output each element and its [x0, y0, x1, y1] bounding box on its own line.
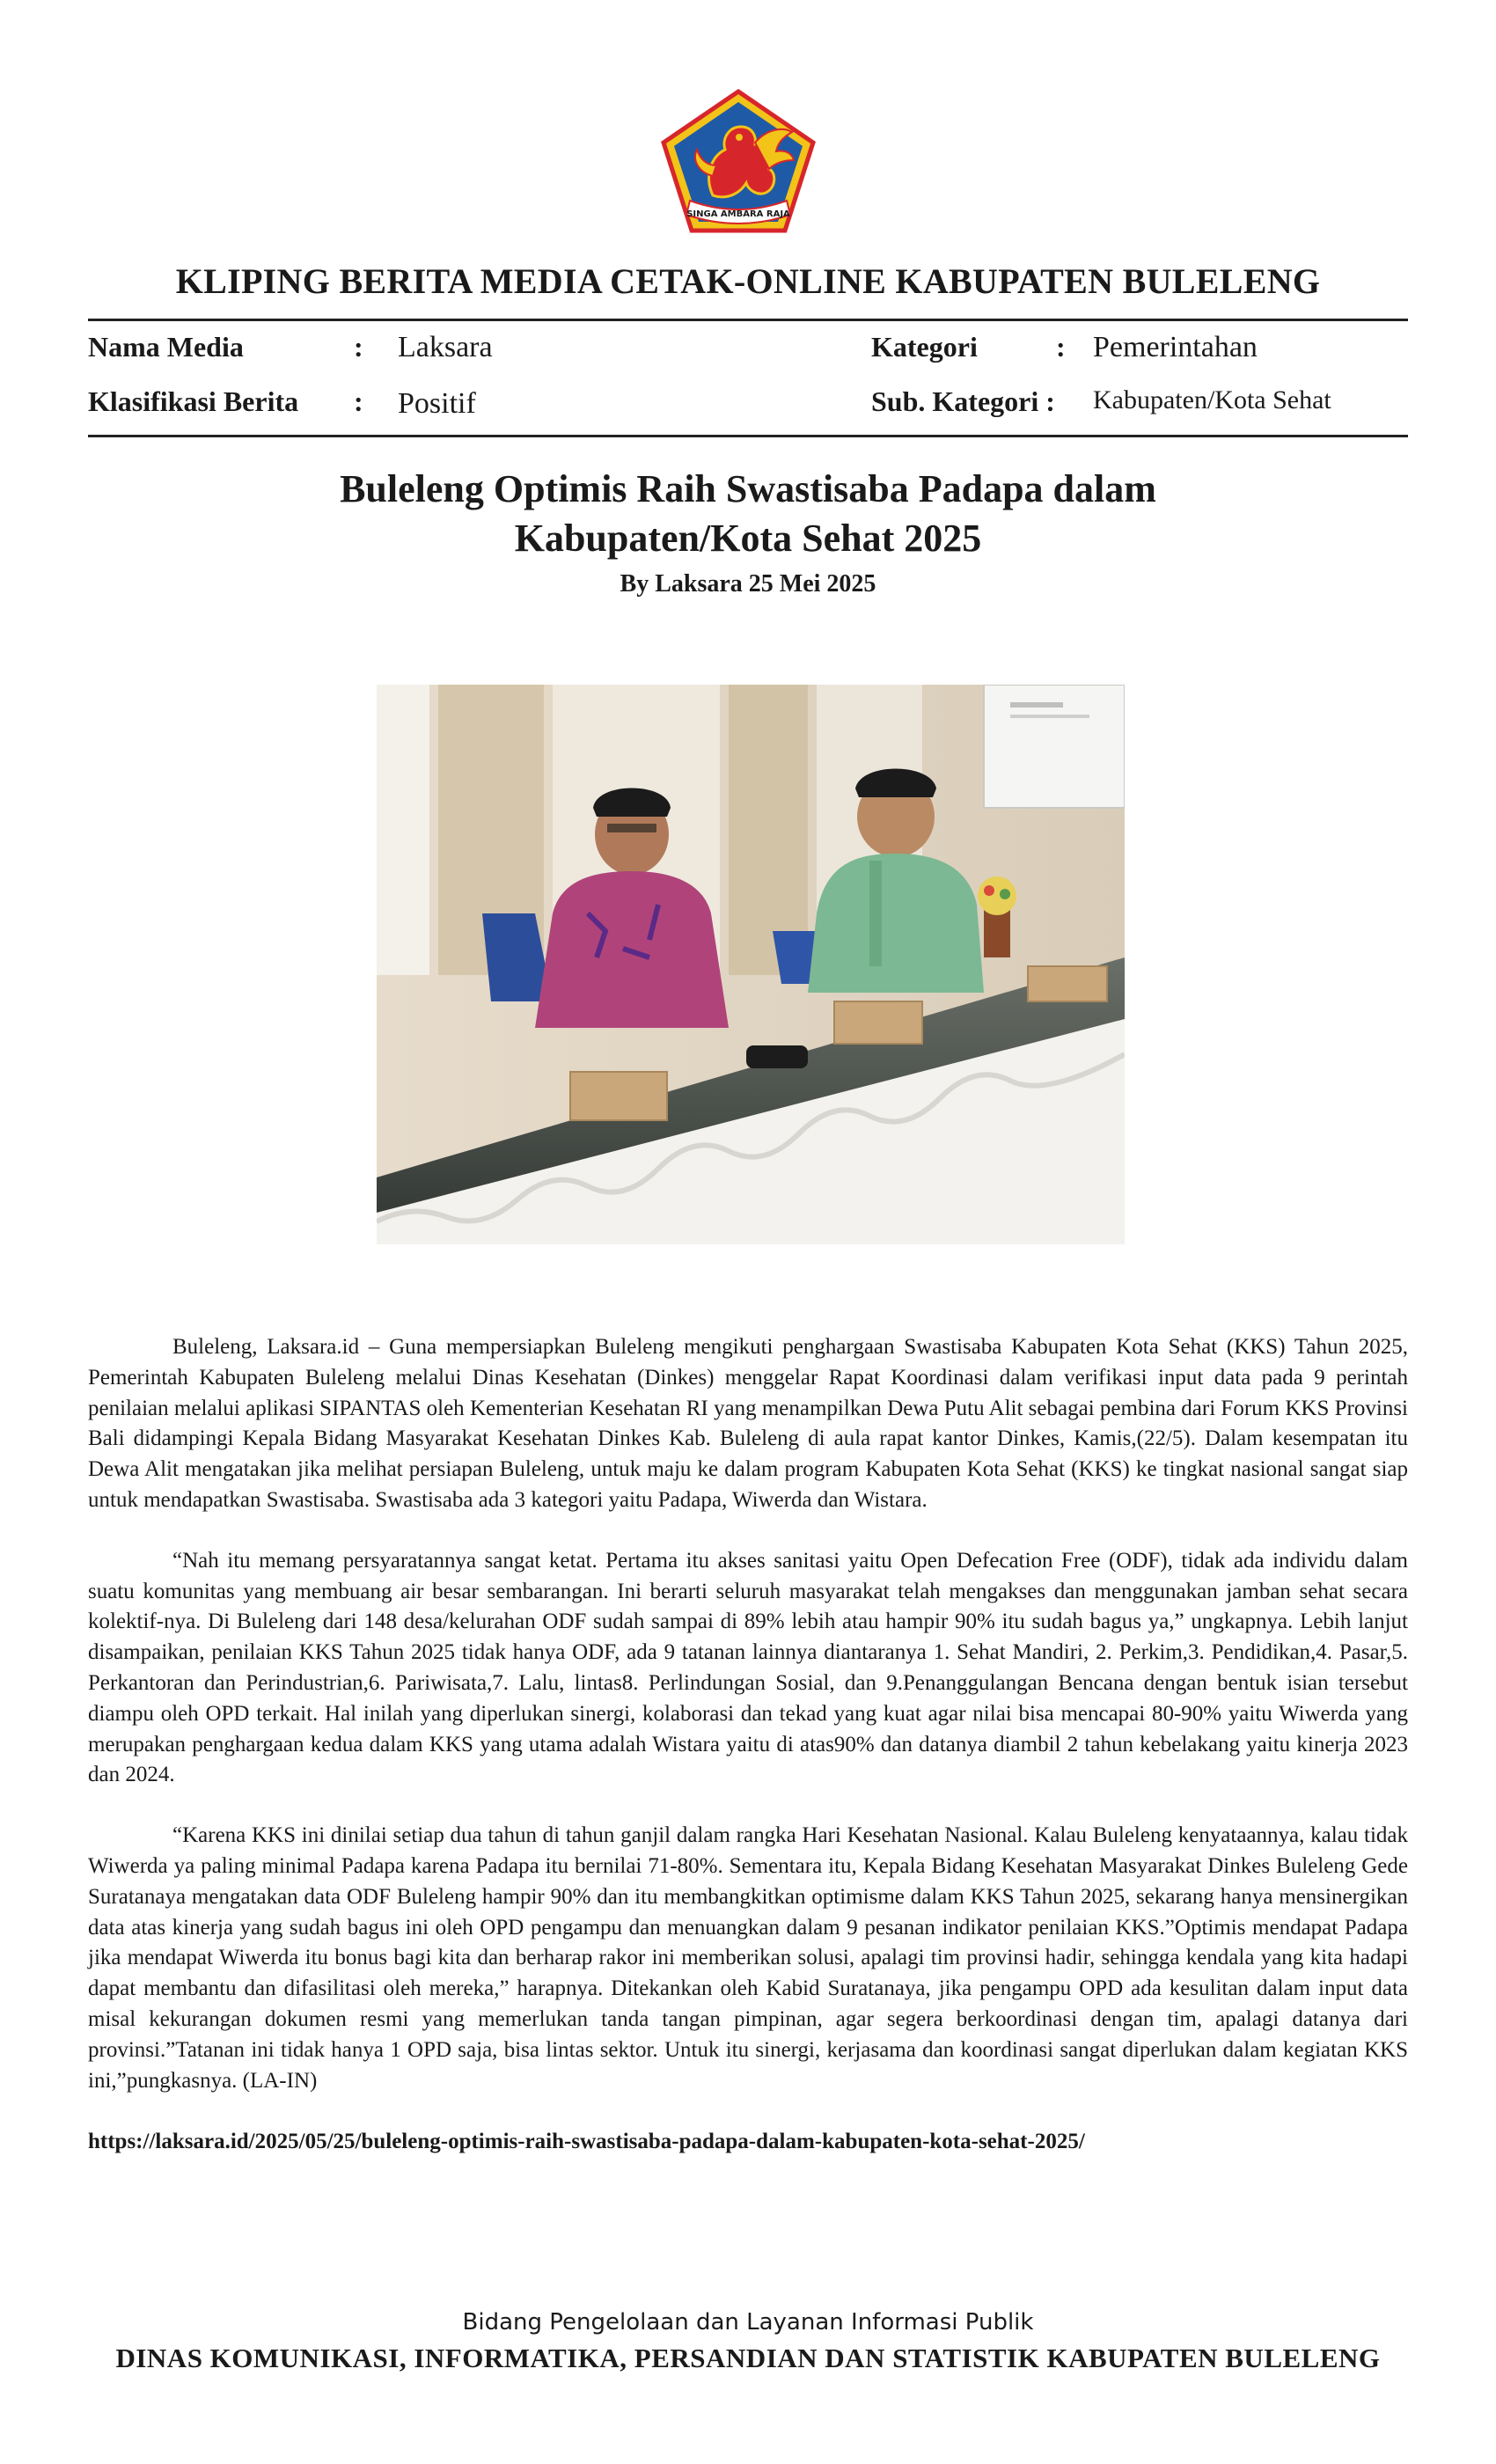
- footer-title: DINAS KOMUNIKASI, INFORMATIKA, PERSANDIAN DAN STATISTIK KABUPATEN BULELENG: [115, 2343, 1381, 2373]
- article-paragraph-1: Buleleng, Laksara.id – Guna mempersiapkan Buleleng mengikuti penghargaan Swastisaba Kabupaten Kota Sehat (KKS) Tahun 2025, Pemerintah Kabupaten Buleleng melalui Dinas Kesehatan (Dinkes) menggelar Rapat Koordinasi dalam verifikasi input data pada 9 perintah penilaian melalui aplikasi SIPANTAS oleh Kementerian Kesehatan RI yang menampilkan Dewa Putu Alit sebagai pembina dari Forum KKS Provinsi Bali didampingi Kepala Bidang Masyarakat Kesehatan Dinkes Kab. Buleleng di aula rapat kantor Dinkes, Kamis,(22/5). Dalam kesempatan itu Dewa Alit mengatakan jika melihat persiapan Buleleng, untuk maju ke dalam program Kabupaten Kota Sehat (KKS) ke tingkat nasional sangat siap untuk mendapatkan Swastisaba. Swastisaba ada 3 kategori yaitu Padapa, Wiwerda dan Wistara.: [88, 1335, 1408, 1512]
- clipping-header-title: KLIPING BERITA MEDIA CETAK-ONLINE KABUPATEN BULELENG: [175, 261, 1321, 301]
- category-colon: :: [1056, 331, 1066, 363]
- category-label: Kategori: [871, 331, 978, 363]
- article-title-line-2: Kabupaten/Kota Sehat 2025: [514, 517, 982, 560]
- lion-crest-icon: [660, 88, 817, 236]
- article-title-line-1: Buleleng Optimis Raih Swastisaba Padapa dalam: [340, 467, 1156, 510]
- article-photo: [377, 685, 1125, 1244]
- footer-subtitle: Bidang Pengelolaan dan Layanan Informasi Publik: [462, 2309, 1034, 2336]
- media-name-colon: :: [354, 331, 363, 363]
- article-byline: By Laksara 25 Mei 2025: [620, 570, 876, 598]
- kabupaten-logo: [660, 88, 817, 236]
- news-classification-value: Positif: [398, 387, 476, 420]
- logo-banner-text: SINGA AMBARA RAJA: [686, 209, 790, 219]
- article-paragraph-3: “Karena KKS ini dinilai setiap dua tahun di tahun ganjil dalam rangka Hari Kesehatan Nasional. Kalau Buleleng kenyataannya, kalau tidak Wiwerda ya paling minimal Padapa karena Padapa itu bernilai 71-80%. Sementara itu, Kepala Bidang Kesehatan Masyarakat Dinkes Buleleng Gede Suratanaya mengatakan data ODF Buleleng hampir 90% dan itu membangkitkan optimisme dalam KKS Tahun 2025, sekarang hanya mensinergikan data atas kinerja yang sudah bagus ini oleh OPD pengampu dan menuangkan dalam 9 pesanan indikator penilaian KKS.”Optimis mendapat Padapa jika mendapat Wiwerda itu bonus bagi kita dan berharap rakor ini memberikan solusi, apalagi tim provinsi hadir, sehingga kendala yang kita hadapi dapat membantu dan difasilitasi oleh mereka,” harapnya. Ditekankan oleh Kabid Suratanaya, jika pengampu OPD ada kesulitan dalam input data misal kekurangan dokumen resmi yang memerlukan tanda tangan pimpinan, agar segera berkoordinasi dengan tim, apalagi datanya dari provinsi.”Tatanan ini tidak hanya 1 OPD saja, bisa lintas sektor. Untuk itu sinergi, kerjasama dan koordinasi sangat diperlukan dalam kegiatan KKS ini,”pungkasnya. (LA-IN): [88, 1823, 1408, 2093]
- subcategory-label: Sub. Kategori :: [871, 385, 1055, 417]
- header-top-divider: [88, 319, 1408, 321]
- article-title: [176, 465, 1320, 563]
- source-link[interactable]: https://laksara.id/2025/05/25/buleleng-optimis-raih-swastisaba-padapa-dalam-kabupaten-kota-sehat-2025/: [88, 2130, 1085, 2153]
- article-paragraph-2: “Nah itu memang persyaratannya sangat ketat. Pertama itu akses sanitasi yaitu Open Defecation Free (ODF), tidak ada individu dalam suatu komunitas yang membuang air besar sembarangan. Ini berarti seluruh masyarakat telah mengakses dan menggunakan jamban sehat secara kolektif-nya. Di Buleleng dari 148 desa/kelurahan ODF sudah sampai di 89% lebih atau hampir 90% itu sudah bagus ya,” ungkapnya. Lebih lanjut disampaikan, penilaian KKS Tahun 2025 tidak hanya ODF, ada 9 tatanan lainnya diantaranya 1. Sehat Mandiri, 2. Perkim,3. Pendidikan,4. Pasar,5. Perkantoran dan Perindustrian,6. Pariwisata,7. Lalu, lintas8. Perlindungan Sosial, dan 9.Penanggulangan Bencana dengan bentuk isian tersebut diampu oleh OPD terkait. Hal inilah yang diperlukan sinergi, kolaborasi dan tekad yang kuat agar nilai bisa mencapai 80-90% yaitu Wiwerda yang merupakan penghargaan kedua dalam KKS yang utama adalah Wistara yaitu di atas90% dan datanya diambil 2 tahun kebelakang yaitu kinerja 2023 dan 2024.: [88, 1548, 1408, 1787]
- category-value: Pemerintahan: [1093, 331, 1258, 363]
- media-name-label: Nama Media: [88, 331, 244, 363]
- news-classification-label: Klasifikasi Berita: [88, 385, 299, 417]
- media-name-value: Laksara: [398, 331, 493, 363]
- news-classification-colon: :: [354, 385, 363, 417]
- subcategory-value: Kabupaten/Kota Sehat: [1093, 385, 1331, 414]
- header-bottom-divider: [88, 435, 1408, 437]
- article-body: [88, 1332, 1408, 2126]
